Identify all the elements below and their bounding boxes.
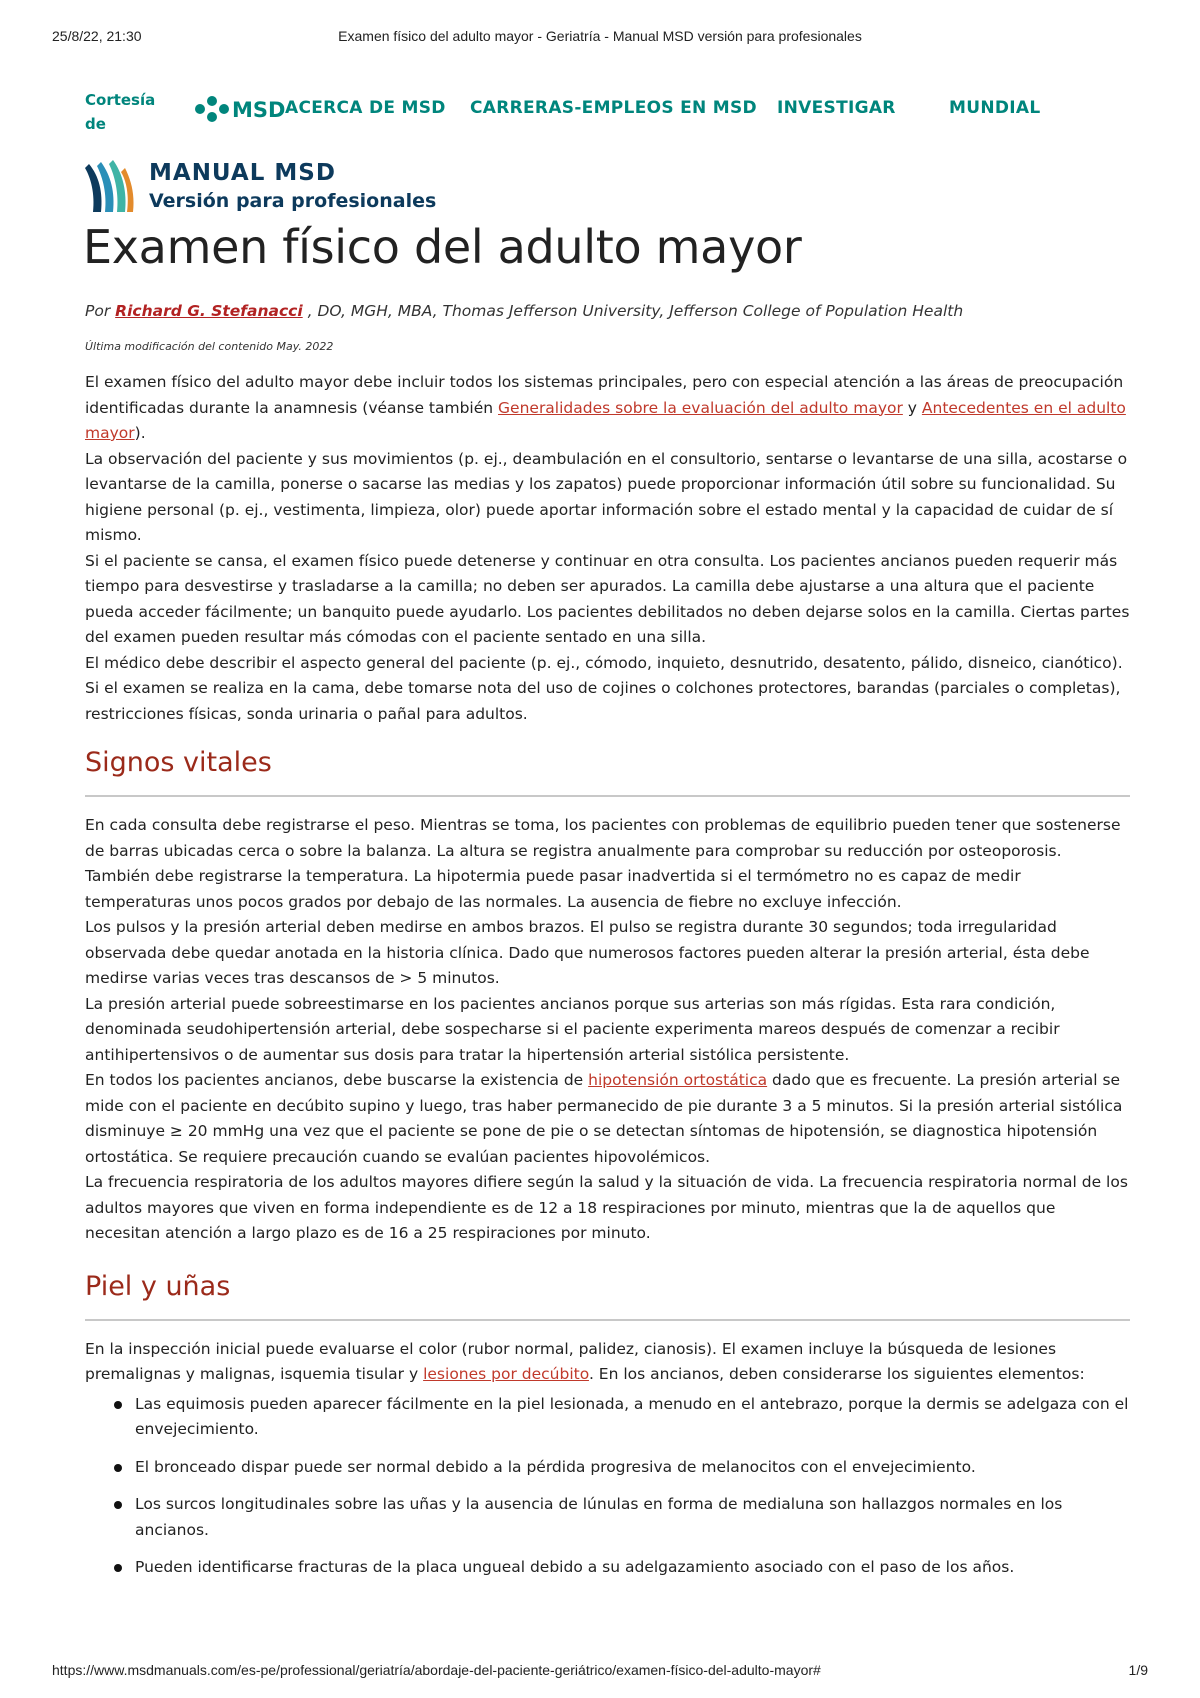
vitals-paragraph-4: La presión arterial puede sobreestimarse en los pacientes ancianos porque sus arterias son más rígidas. Esta rara condición, denominada seudohipertensión arterial, debe sospecharse si el paciente experimenta mareos después de comenzar a recibir antihipertensivos o de aumentar sus dosis para tratar la hipertensión arterial sistólica persistente. [85,994,1060,1064]
print-url: https://www.msdmanuals.com/es-pe/professional/geriatría/abordaje-del-paciente-geriátrico/examen-físico-del-adulto-mayor# [52,1662,821,1678]
link-lesiones-decubito[interactable]: lesiones por decúbito [423,1365,589,1383]
brand-name: MANUAL MSD [149,160,336,186]
print-doc-title: Examen físico del adulto mayor - Geriatría - Manual MSD versión para profesionales [338,28,862,44]
vitals-paragraph-2: También debe registrarse la temperatura. La hipotermia puede pasar inadvertida si el termómetro no es capaz de medir temperaturas unos pocos grados por debajo de las normales. La ausencia de fiebre no excluye infección. [85,867,1021,911]
bullet-icon [114,1401,122,1409]
byline-prefix: Por [85,302,116,320]
link-antecedentes[interactable]: Antecedentes en el adulto mayor [85,398,1126,442]
article-body [85,370,1130,1593]
print-header [0,28,1200,48]
intro-paragraph-4: El médico debe describir el aspecto general del paciente (p. ej., cómodo, inquieto, desnutrido, desatento, pálido, disneico, cianótico). Si el examen se realiza en la cama, debe tomarse nota del uso de cojines o colchones protectores, barandas (parciales o completas), restricciones físicas, sonda urinaria o pañal para adultos. [85,653,1123,723]
link-generalidades[interactable]: Generalidades sobre la evaluación del adulto mayor [498,398,903,417]
skin-bullet-list [85,1392,1130,1581]
list-item: Las equimosis pueden aparecer fácilmente en la piel lesionada, a menudo en el antebrazo, porque la dermis se adelgaza con el envejecimiento. [85,1392,1130,1443]
svg-text:MSD: MSD [232,98,286,122]
manual-msd-logo-icon [85,158,137,214]
list-item: Pueden identificarse fracturas de la placa ungueal debido a su adelgazamiento asociado con el paso de los años. [85,1555,1130,1581]
nav-carreras[interactable]: CARRERAS-EMPLEOS EN MSD [470,98,757,118]
vitals-paragraph-1: En cada consulta debe registrarse el peso. Mientras se toma, los pacientes con problemas de equilibrio pueden tener que sostenerse de barras ubicadas cerca o sobre la balanza. La altura se registra anualmente para comprobar su reducción por osteoporosis. [85,816,1121,860]
intro-paragraph-3: Si el paciente se cansa, el examen físico puede detenerse y continuar en otra consulta. Los pacientes ancianos pueden requerir más tiempo para desvestirse y trasladarse a la camilla; no deben ser apurados. La camilla debe ajustarse a una altura que el paciente pueda acceder fácilmente; un banquito puede ayudarlo. Los pacientes debilitados no deben dejarse solos en la camilla. Ciertas partes del examen pueden resultar más cómodas con el paciente sentado en una silla. [85,551,1130,646]
manual-msd-brand[interactable] [85,158,505,220]
last-modified: Última modificación del contenido May. 2022 [85,340,334,353]
page-number: 1/9 [1128,1662,1148,1678]
bullet-icon [114,1501,122,1509]
intro-paragraph-2: La observación del paciente y sus movimientos (p. ej., deambulación en el consultorio, sentarse o levantarse de una silla, acostarse o levantarse de la camilla, ponerse o sacarse las medias y los zapatos) puede proporcionar información útil sobre su funcionalidad. Su higiene personal (p. ej., vestimenta, limpieza, olor) puede aportar información sobre el estado mental y la capacidad de cuidar de sí mismo. [85,449,1128,544]
bullet-icon [114,1464,122,1472]
byline [85,302,963,320]
list-item: Los surcos longitudinales sobre las uñas y la ausencia de lúnulas en forma de medialuna son hallazgos normales en los ancianos. [85,1492,1130,1543]
msd-logo[interactable] [190,92,290,126]
nav-investigar[interactable]: INVESTIGAR [777,98,896,118]
vitals-paragraph-5: En todos los pacientes ancianos, debe buscarse la existencia de hipotensión ortostática dado que es frecuente. La presión arterial se mide con el paciente en decúbito supino y luego, tras haber permanecido de pie durante 3 a 5 minutos. Si la presión arterial sistólica disminuye ≥ 20 mmHg una vez que el paciente se pone de pie o se detectan síntomas de hipotensión, se diagnostica hipotensión ortostática. Se requiere precaución cuando se evalúan pacientes hipovolémicos. [85,1071,1123,1166]
section-heading-skin: Piel y uñas [85,1269,1130,1321]
courtesy-label: Cortesía de [85,91,156,133]
nav-acerca[interactable]: ACERCA DE MSD [285,98,446,118]
section-heading-vitals: Signos vitales [85,745,1130,797]
author-link[interactable]: Richard G. Stefanacci [115,302,303,320]
top-nav [85,86,1135,136]
list-item: El bronceado dispar puede ser normal debido a la pérdida progresiva de melanocitos con el envejecimiento. [85,1455,1130,1481]
nav-mundial[interactable]: MUNDIAL [949,98,1041,118]
link-hipotension-ortostatica[interactable]: hipotensión ortostática [588,1071,768,1089]
intro-paragraph-1: El examen físico del adulto mayor debe incluir todos los sistemas principales, pero con especial atención a las áreas de preocupación identificadas durante la anamnesis (véanse también Generalidades sobre la evaluación del adulto mayor y Antecedentes en el adulto mayor). [85,373,1126,442]
bullet-icon [114,1564,122,1572]
msd-logo-icon [190,92,290,126]
brand-subtitle: Versión para profesionales [149,190,437,212]
vitals-paragraph-3: Los pulsos y la presión arterial deben medirse en ambos brazos. El pulso se registra durante 30 segundos; toda irregularidad observada debe quedar anotada en la historia clínica. Dado que numerosos factores pueden alterar la presión arterial, ésta debe medirse varias veces tras descansos de > 5 minutos. [85,918,1090,987]
skin-paragraph-1: En la inspección inicial puede evaluarse el color (rubor normal, palidez, cianosis). El examen incluye la búsqueda de lesiones premalignas y malignas, isquemia tisular y lesiones por decúbito. En los ancianos, deben considerarse los siguientes elementos: [85,1339,1085,1383]
vitals-paragraph-6: La frecuencia respiratoria de los adultos mayores difiere según la salud y la situación de vida. La frecuencia respiratoria normal de los adultos mayores que viven en forma independiente es de 12 a 18 respiraciones por minuto, mientras que la de aquellos que necesitan atención a largo plazo es de 16 a 25 respiraciones por minuto. [85,1173,1128,1242]
author-credentials: , DO, MGH, MBA, Thomas Jefferson University, Jefferson College of Population Health [302,302,964,320]
print-footer [0,1662,1200,1682]
print-datetime: 25/8/22, 21:30 [52,28,142,44]
page-title: Examen físico del adulto mayor [83,220,802,274]
